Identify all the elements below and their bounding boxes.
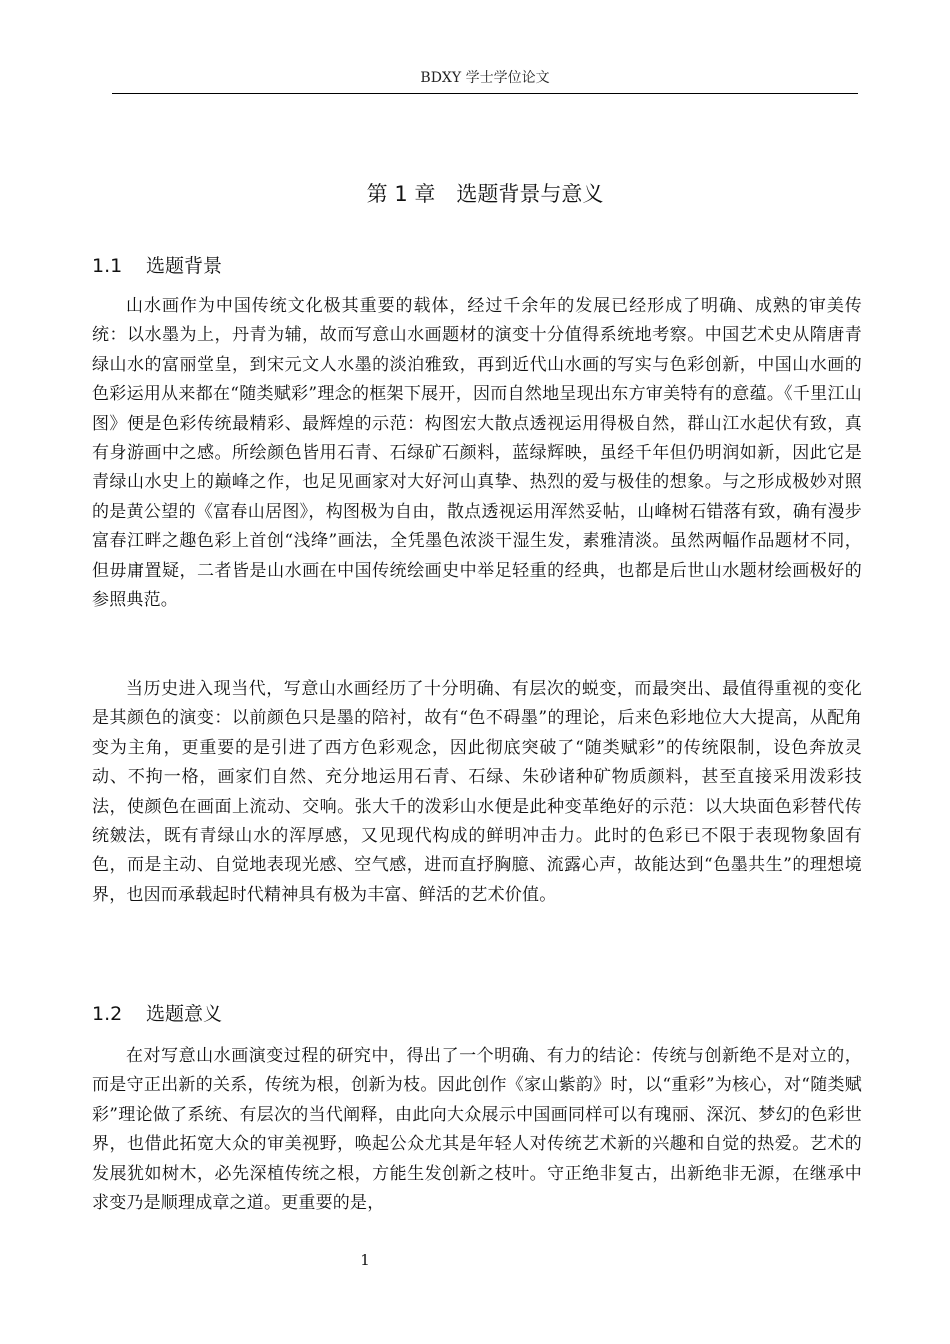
section-title: 选题意义 [146, 1003, 223, 1025]
header-rule [112, 93, 858, 94]
section-title: 选题背景 [146, 255, 223, 277]
paragraph-background-2: 当历史进入现当代，写意山水画经历了十分明确、有层次的蜕变，而最突出、最值得重视的变化是其颜色的演变：以前颜色只是墨的陪衬，故有“色不碍墨”的理论，后来色彩地位大大提高，从配角变为主角，更重要的是引进了西方色彩观念，因此彻底突破了“随类赋彩”的传统限制，设色奔放灵动、不拘一格，画家们自然、充分地运用石青、石绿、朱砂诸种矿物质颜料，甚至直接采用泼彩技法，使颜色在画面上流动、交响。张大千的泼彩山水便是此种变革绝好的示范：以大块面色彩替代传统皴法，既有青绿山水的浑厚感，又见现代构成的鲜明冲击力。此时的色彩已不限于表现物象固有色，而是主动、自觉地表现光感、空气感，进而直抒胸臆、流露心声，故能达到“色墨共生”的理想境界，也因而承载起时代精神具有极为丰富、鲜活的艺术价值。 [92, 679, 862, 905]
section-number: 1.2 [92, 1003, 123, 1025]
section-number: 1.1 [92, 255, 123, 277]
section-heading-1-1 [92, 252, 222, 280]
running-header: BDXY 学士学位论文 [420, 70, 550, 86]
page-number: 1 [360, 1251, 370, 1269]
chapter-title: 第 1 章 选题背景与意义 [366, 182, 604, 206]
paragraph-significance-1: 在对写意山水画演变过程的研究中，得出了一个明确、有力的结论：传统与创新绝不是对立的，而是守正出新的关系，传统为根，创新为枝。因此创作《家山紫韵》时，以“重彩”为核心，对“随类赋彩”理论做了系统、有层次的当代阐释，由此向大众展示中国画同样可以有瑰丽、深沉、梦幻的色彩世界，也借此拓宽大众的审美视野，唤起公众尤其是年轻人对传统艺术新的兴趣和自觉的热爱。艺术的发展犹如树木，必先深植传统之根，方能生发创新之枝叶。守正绝非复古，出新绝非无源，在继承中求变乃是顺理成章之道。更重要的是， [92, 1046, 862, 1214]
paragraph-background-1: 山水画作为中国传统文化极其重要的载体，经过千余年的发展已经形成了明确、成熟的审美传统：以水墨为上，丹青为辅，故而写意山水画题材的演变十分值得系统地考察。中国艺术史从隋唐青绿山水的富丽堂皇，到宋元文人水墨的淡泊雅致，再到近代山水画的写实与色彩创新，中国山水画的色彩运用从来都在“随类赋彩”理念的框架下展开，因而自然地呈现出东方审美特有的意蕴。《千里江山图》便是色彩传统最精彩、最辉煌的示范：构图宏大散点透视运用得极自然，群山江水起伏有致，真有身游画中之感。所绘颜色皆用石青、石绿矿石颜料，蓝绿辉映，虽经千年但仍明润如新，因此它是青绿山水史上的巅峰之作，也足见画家对大好河山真挚、热烈的爱与极佳的想象。与之形成极妙对照的是黄公望的《富春山居图》，构图极为自由，散点透视运用浑然妥帖，山峰树石错落有致，确有漫步富春江畔之趣色彩上首创“浅绛”画法，全凭墨色浓淡干湿生发，素雅清淡。虽然两幅作品题材不同，但毋庸置疑，二者皆是山水画在中国传统绘画史中举足轻重的经典，也都是后世山水题材绘画极好的参照典范。 [92, 296, 862, 611]
section-heading-1-2 [92, 1000, 222, 1028]
